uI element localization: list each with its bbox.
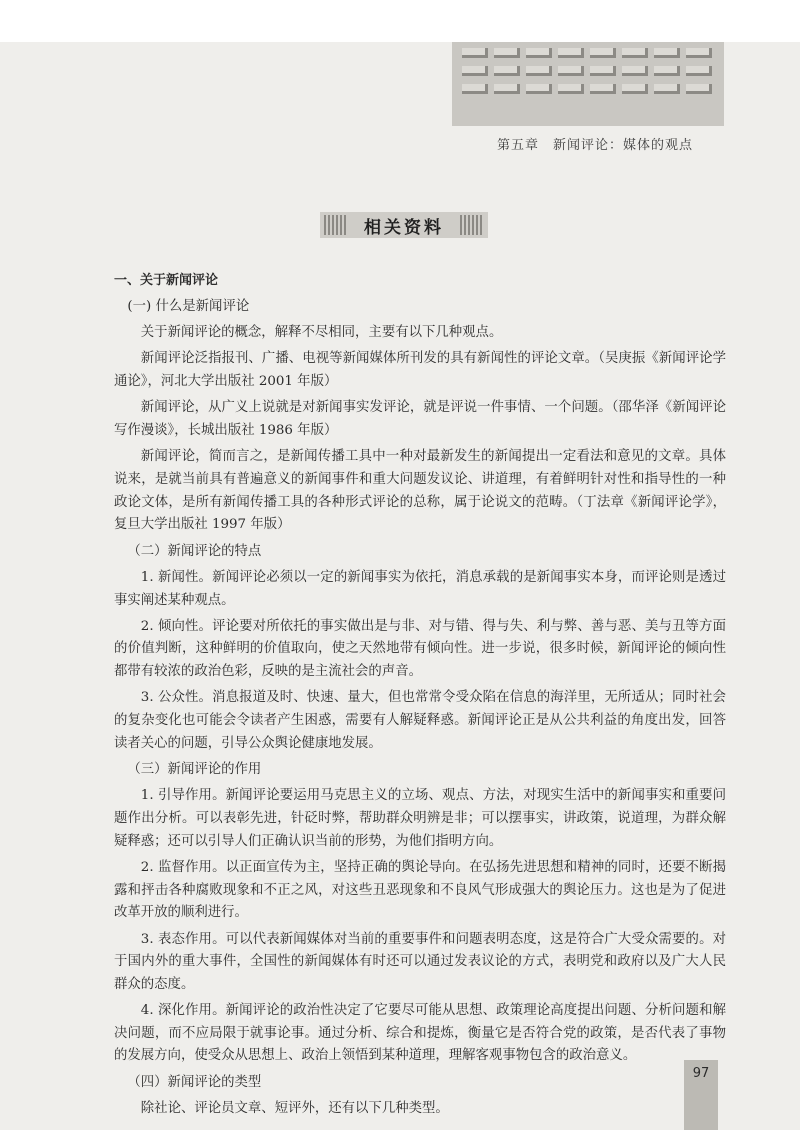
paragraph: 1. 引导作用。新闻评论要运用马克思主义的立场、观点、方法，对现实生活中的新闻事实和重要问题作出分析。可以表彰先进，针砭时弊，帮助群众明辨是非；可以摆事实，讲政策，说道理，为群众解疑释惑；还可以引导人们正确认识当前的形势，为他们指明方向。 — [114, 788, 726, 849]
subheading: （四）新闻评论的类型 — [127, 1074, 262, 1090]
paragraph: 新闻评论泛指报刊、广播、电视等新闻媒体所刊发的具有新闻性的评论文章。（吴庚振《新闻评论学通论》，河北大学出版社 2001 年版） — [114, 351, 726, 389]
paragraph: 2. 倾向性。评论要对所依托的事实做出是与非、对与错、得与失、利与弊、善与恶、美与丑等方面的价值判断，这种鲜明的价值取向，使之天然地带有倾向性。进一步说，很多时候，新闻评论的倾向性都带有较浓的政治色彩，反映的是主流社会的声音。 — [114, 618, 726, 680]
section-title: 相关资料 — [364, 217, 444, 238]
chapter-title: 第五章 新闻评论：媒体的观点 — [497, 138, 694, 153]
paragraph: 2. 监督作用。以正面宣传为主，坚持正确的舆论导向。在弘扬先进思想和精神的同时，还要不断揭露和抨击各种腐败现象和不正之风，对这些丑恶现象和不良风气形成强大的舆论压力。这也是为了促进改革开放的顺利进行。 — [114, 860, 726, 921]
paragraph: 新闻评论，从广义上说就是对新闻事实发评论，就是评说一件事情、一个问题。（邵华泽《新闻评论写作漫谈》，长城出版社 1986 年版） — [114, 400, 726, 438]
section-heading-box — [320, 212, 488, 238]
paragraph: 关于新闻评论的概念，解释不尽相同，主要有以下几种观点。 — [140, 324, 503, 340]
book-page — [0, 42, 800, 1130]
stripe-decoration — [460, 215, 484, 235]
subheading: （二）新闻评论的特点 — [127, 543, 262, 559]
paragraph: 除社论、评论员文章、短评外，还有以下几种类型。 — [140, 1101, 449, 1117]
body-text — [114, 270, 726, 1125]
paragraph: 3. 公众性。消息报道及时、快速、量大，但也常常令受众陷在信息的海洋里，无所适从；同时社会的复杂变化也可能会令读者产生困惑，需要有人解疑释惑。新闻评论正是从公共利益的角度出发，回答读者关心的问题，引导公众舆论健康地发展。 — [114, 690, 726, 751]
page-number: 97 — [692, 1066, 710, 1081]
decoration-row — [462, 66, 712, 78]
paragraph: 1. 新闻性。新闻评论必须以一定的新闻事实为依托，消息承载的是新闻事实本身，而评论则是透过事实阐述某种观点。 — [114, 569, 726, 608]
paragraph: 3. 表态作用。可以代表新闻媒体对当前的重要事件和问题表明态度，这是符合广大受众需要的。对于国内外的重大事件，全国性的新闻媒体有时还可以通过发表议论的方式，表明党和政府以及广大人民群众的态度。 — [114, 931, 726, 992]
subheading: (一) 什么是新闻评论 — [127, 298, 250, 314]
decoration-row — [462, 84, 712, 96]
page-number-tab — [684, 1060, 718, 1130]
subheading: （三）新闻评论的作用 — [127, 762, 262, 778]
stripe-decoration — [324, 215, 348, 235]
paragraph: 4. 深化作用。新闻评论的政治性决定了它要尽可能从思想、政策理论高度提出问题、分析问题和解决问题，而不应局限于就事论事。通过分析、综合和提炼，衡量它是否符合党的政策，是否代表了事物的发展方向，使受众从思想上、政治上领悟到某种道理，理解客观事物包含的政治意义。 — [114, 1003, 726, 1064]
header-decoration — [452, 42, 724, 126]
paragraph: 新闻评论，简而言之，是新闻传播工具中一种对最新发生的新闻提出一定看法和意见的文章。具体说来，是就当前具有普遍意义的新闻事件和重大问题发议论、讲道理，有着鲜明针对性和指导性的一种政论文体，是所有新闻传播工具的各种形式评论的总称，属于论说文的范畴。（丁法章《新闻评论学》，复旦大学出版社 1997 年版） — [114, 449, 726, 533]
decoration-row — [462, 48, 712, 60]
heading-level-1: 一、关于新闻评论 — [114, 273, 219, 288]
